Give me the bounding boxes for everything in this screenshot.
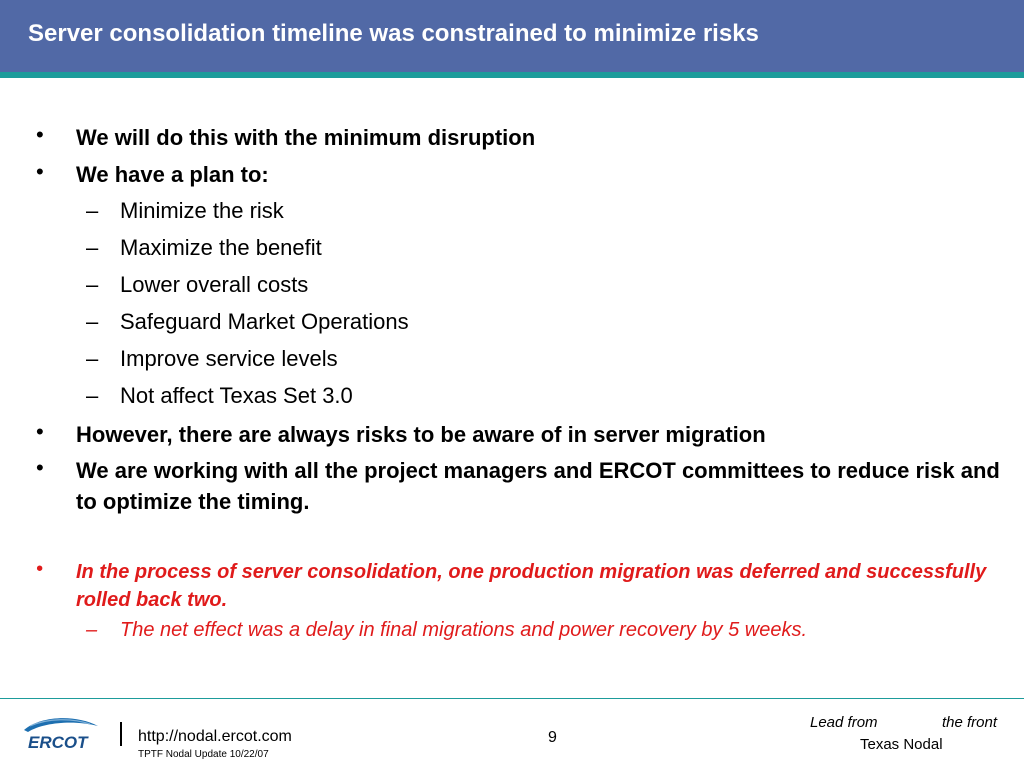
sub-bullet-text: Not affect Texas Set 3.0 <box>120 383 353 408</box>
sub-bullet-text: Improve service levels <box>120 346 338 371</box>
highlight-bullet-text: In the process of server consolidation, one production migration was deferred and successfully rolled back two. <box>76 561 987 611</box>
dash-mark: – <box>86 272 99 297</box>
highlight-sub-bullet-text: The net effect was a delay in final migrations and power recovery by 5 weeks. <box>120 619 808 641</box>
dash-mark: – <box>86 346 99 371</box>
dash-mark: – <box>86 619 98 641</box>
bullet-text: We have a plan to: <box>76 162 269 187</box>
footer-separator <box>120 722 122 746</box>
sub-bullet-text: Minimize the risk <box>120 198 284 223</box>
dash-mark: – <box>86 235 99 260</box>
bullet-mark: • <box>36 159 44 184</box>
slogan-left: Lead from <box>810 714 878 731</box>
bullet-text: We will do this with the minimum disruption <box>76 125 536 150</box>
bullet-mark: • <box>36 558 44 580</box>
slogan-right: the front <box>942 714 998 731</box>
bullet-text: We are working with all the project managers and ERCOT committees to reduce risk and to optimize the timing. <box>76 458 1000 514</box>
ercot-logo <box>20 714 102 752</box>
footer-rule <box>0 698 1024 699</box>
bullet-text: However, there are always risks to be aware of in server migration <box>76 422 766 447</box>
footer-brand: Texas Nodal <box>860 736 943 753</box>
sub-bullet-text: Maximize the benefit <box>120 235 322 260</box>
sub-bullet-text: Lower overall costs <box>120 272 309 297</box>
bullet-mark: • <box>36 419 44 444</box>
page-number: 9 <box>548 729 557 746</box>
logo-wordmark: ERCOT <box>28 733 88 752</box>
dash-mark: – <box>86 383 99 408</box>
footer-update-note: TPTF Nodal Update 10/22/07 <box>138 749 269 760</box>
dash-mark: – <box>86 309 99 334</box>
footer-url: http://nodal.ercot.com <box>138 728 292 745</box>
sub-bullet-text: Safeguard Market Operations <box>120 309 409 334</box>
dash-mark: – <box>86 198 99 223</box>
slide-title: Server consolidation timeline was constrained to minimize risks <box>28 20 759 47</box>
bullet-mark: • <box>36 122 44 147</box>
bullet-mark: • <box>36 455 44 480</box>
